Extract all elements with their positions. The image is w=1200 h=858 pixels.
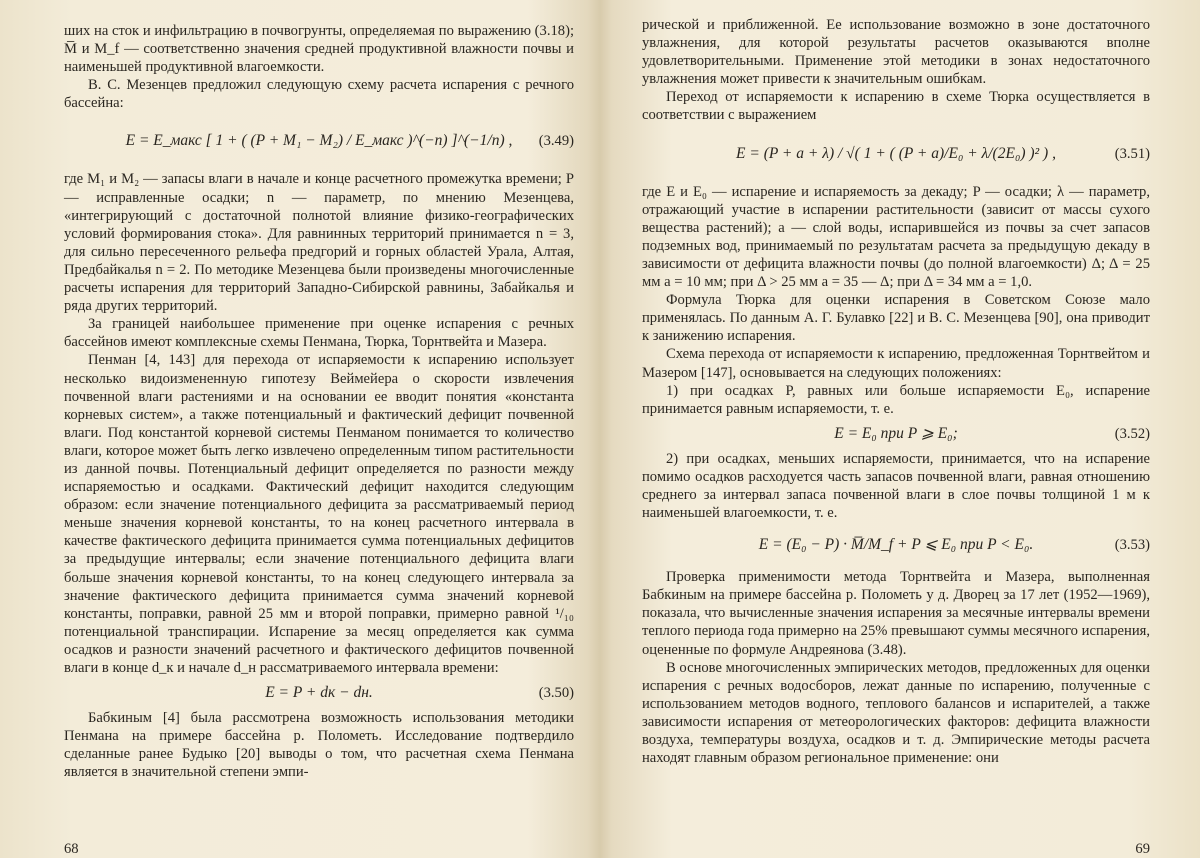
formula-3-51 bbox=[642, 131, 1150, 177]
formula-text: E = (P + a + λ) / √( 1 + ( (P + a)/E₀ + λ/(2E₀) )² ) , bbox=[736, 144, 1056, 162]
paragraph: где E и E₀ — испарение и испаряемость за декаду; P — осадки; λ — параметр, отражающий участие в испарении растительности (зависит от массы сухого вещества растений); a — слой воды, испарившейся из почвы за счет запасов подземных вод, принимаемый по результатам расчета за предыдущую декаду в зависимости от дефицита влажности почвы (до полной влагоемкости) Δ; Δ = 25 мм a = 10 мм; при Δ > 25 мм a = 35 — Δ; при Δ = 34 мм a = 1,0. bbox=[642, 183, 1150, 291]
formula-text: E = (E₀ − P) · M̅/M_f + P ⩽ E₀ при P < E₀. bbox=[758, 536, 1034, 554]
paragraph: За границей наибольшее применение при оценке испарения с речных бассейнов имеют комплексные схемы Пенмана, Тюрка, Торнтвейта и Мазера. bbox=[64, 316, 574, 351]
formula-3-52 bbox=[642, 422, 1150, 446]
paragraph: рической и приближенной. Ее использование возможно в зоне достаточного увлажнения, для которой результаты расчетов оказываются вполне удовлетворительными. Применение этой методики в зонах недостаточного увлажнения может привести к значительным ошибкам. bbox=[642, 17, 1150, 88]
paragraph: Проверка применимости метода Торнтвейта и Мазера, выполненная Бабкиным на примере бассейна р. Полометь у д. Дворец за 17 лет (1952—1969), показала, что вычисленные значения испарения за месячные интервалы времени теплого периода года примерно на 25% превышают суммы месячного испарения, оцененные по формуле Андреянова (3.48). bbox=[642, 569, 1150, 658]
equation-number: (3.53) bbox=[1114, 537, 1150, 554]
paragraph: Формула Тюрка для оценки испарения в Советском Союзе мало применялась. По данным А. Г. Булавко [22] и В. С. Мезенцева [90], она приводит к занижению испарения. bbox=[642, 292, 1150, 345]
paragraph: В. С. Мезенцев предложил следующую схему расчета испарения с речного бассейна: bbox=[64, 77, 574, 112]
paragraph: ших на сток и инфильтрацию в почвогрунты, определяемая по выражению (3.18); M̅ и M_f — соответственно значения средней продуктивной влажности почвы и наименьшей продуктивной влагоемкости. bbox=[64, 23, 574, 76]
paragraph: Бабкиным [4] была рассмотрена возможность использования методики Пенмана на примере бассейна р. Полометь. Исследование подтвердило сделанные ранее Будыко [20] выводы о том, что расчетная схема Пенмана является в значительной степени эмпи- bbox=[64, 710, 574, 781]
paragraph: 2) при осадках, меньших испаряемости, принимается, что на испарение помимо осадков расходуется часть запасов почвенной влаги, равная отношению среднего за интервал запаса почвенной влаги в слое почвы толщиной 1 м к наименьшей влагоемкости, т. е. bbox=[642, 450, 1150, 522]
formula-text: E = E₀ при P ⩾ E₀; bbox=[834, 424, 958, 442]
page-number: 68 bbox=[64, 840, 79, 857]
equation-number: (3.52) bbox=[1114, 425, 1150, 442]
paragraph: Схема перехода от испаряемости к испарению, предложенная Торнтвейтом и Мазером [147], основывается на следующих положениях: bbox=[642, 346, 1150, 381]
paragraph: Пенман [4, 143] для перехода от испаряемости к испарению использует несколько видоизмененную гипотезу Веймейера о скорости извлечения почвенной влаги растениями и на основании ее вводит понятия «константа корневых систем», а также потенциальный и фактический дефицит почвенной влаги. Под константой корневой системы Пенманом понимается то количество влаги, которое может быть легко извлечено определенным типом растительности из данной почвы. Потенциальный дефицит определяется по разности между испаряемостью и осадками. Фактический дефицит находится следующим образом: если значение потенциального дефицита за рассматриваемый период меньше значения корневой константы, то на конец расчетного интервала в качестве фактического дефицита принимается сумма потенциальных дефицитов за предыдущие интервалы; если значение потенциального дефицита влаги больше значения корневой константы, то на конец следующего интервала за значение фактического дефицита принимается сумма значений корневой константы, поправки, равной 25 мм и второй поправки, примерно равной ¹/₁₀ потенциальной транспирации. Испарение за месяц определяется как сумма осадков и разности значений расчетного и фактического дефицитов почвенной влаги в конце d_к и начале d_н рассматриваемого интервала времени: bbox=[64, 352, 574, 676]
paragraph: 1) при осадках P, равных или больше испаряемости E₀, испарение принимается равным испаряемости, т. е. bbox=[642, 382, 1150, 417]
equation-number: (3.50) bbox=[538, 685, 574, 702]
formula-3-50 bbox=[64, 681, 574, 705]
formula-3-49 bbox=[64, 118, 574, 164]
page-number: 69 bbox=[1135, 840, 1150, 857]
formula-text: E = E_макс [ 1 + ( (P + M₁ − M₂) / E_макс )^(−n) ]^(−1/n) , bbox=[125, 132, 513, 150]
equation-number: (3.51) bbox=[1114, 145, 1150, 162]
formula-text: E = P + dк − dн. bbox=[265, 684, 373, 702]
formula-3-53 bbox=[642, 528, 1150, 562]
paragraph: где M₁ и M₂ — запасы влаги в начале и конце расчетного промежутка времени; P — исправленные осадки; n — параметр, по мнению Мезенцева, «интегрирующий с достаточной полнотой влияние физико-географических условий формирования стока». Для равнинных территорий принимается n = 3, для сильно пересеченного рельефа предгорий и горных областей Урала, Алтая, Предбайкалья n = 2. По методике Мезенцева были произведены многочисленные расчеты испарения для территорий Западно-Сибирской равнины, Забайкалья и ряда других территорий. bbox=[64, 171, 574, 315]
paragraph: В основе многочисленных эмпирических методов, предложенных для оценки испарения с речных водосборов, лежат данные по испарению, полученные с использованием методов водного, теплового балансов и испарителей, а также зависимости испарения от метеорологических факторов: дефицита влажности воздуха, температуры воздуха, осадков и т. д. Эмпирические методы расчета находят главным образом региональное применение: они bbox=[642, 659, 1150, 767]
right-page bbox=[600, 0, 1200, 858]
equation-number: (3.49) bbox=[538, 133, 574, 150]
paragraph: Переход от испаряемости к испарению в схеме Тюрка осуществляется в соответствии с выражением bbox=[642, 89, 1150, 124]
